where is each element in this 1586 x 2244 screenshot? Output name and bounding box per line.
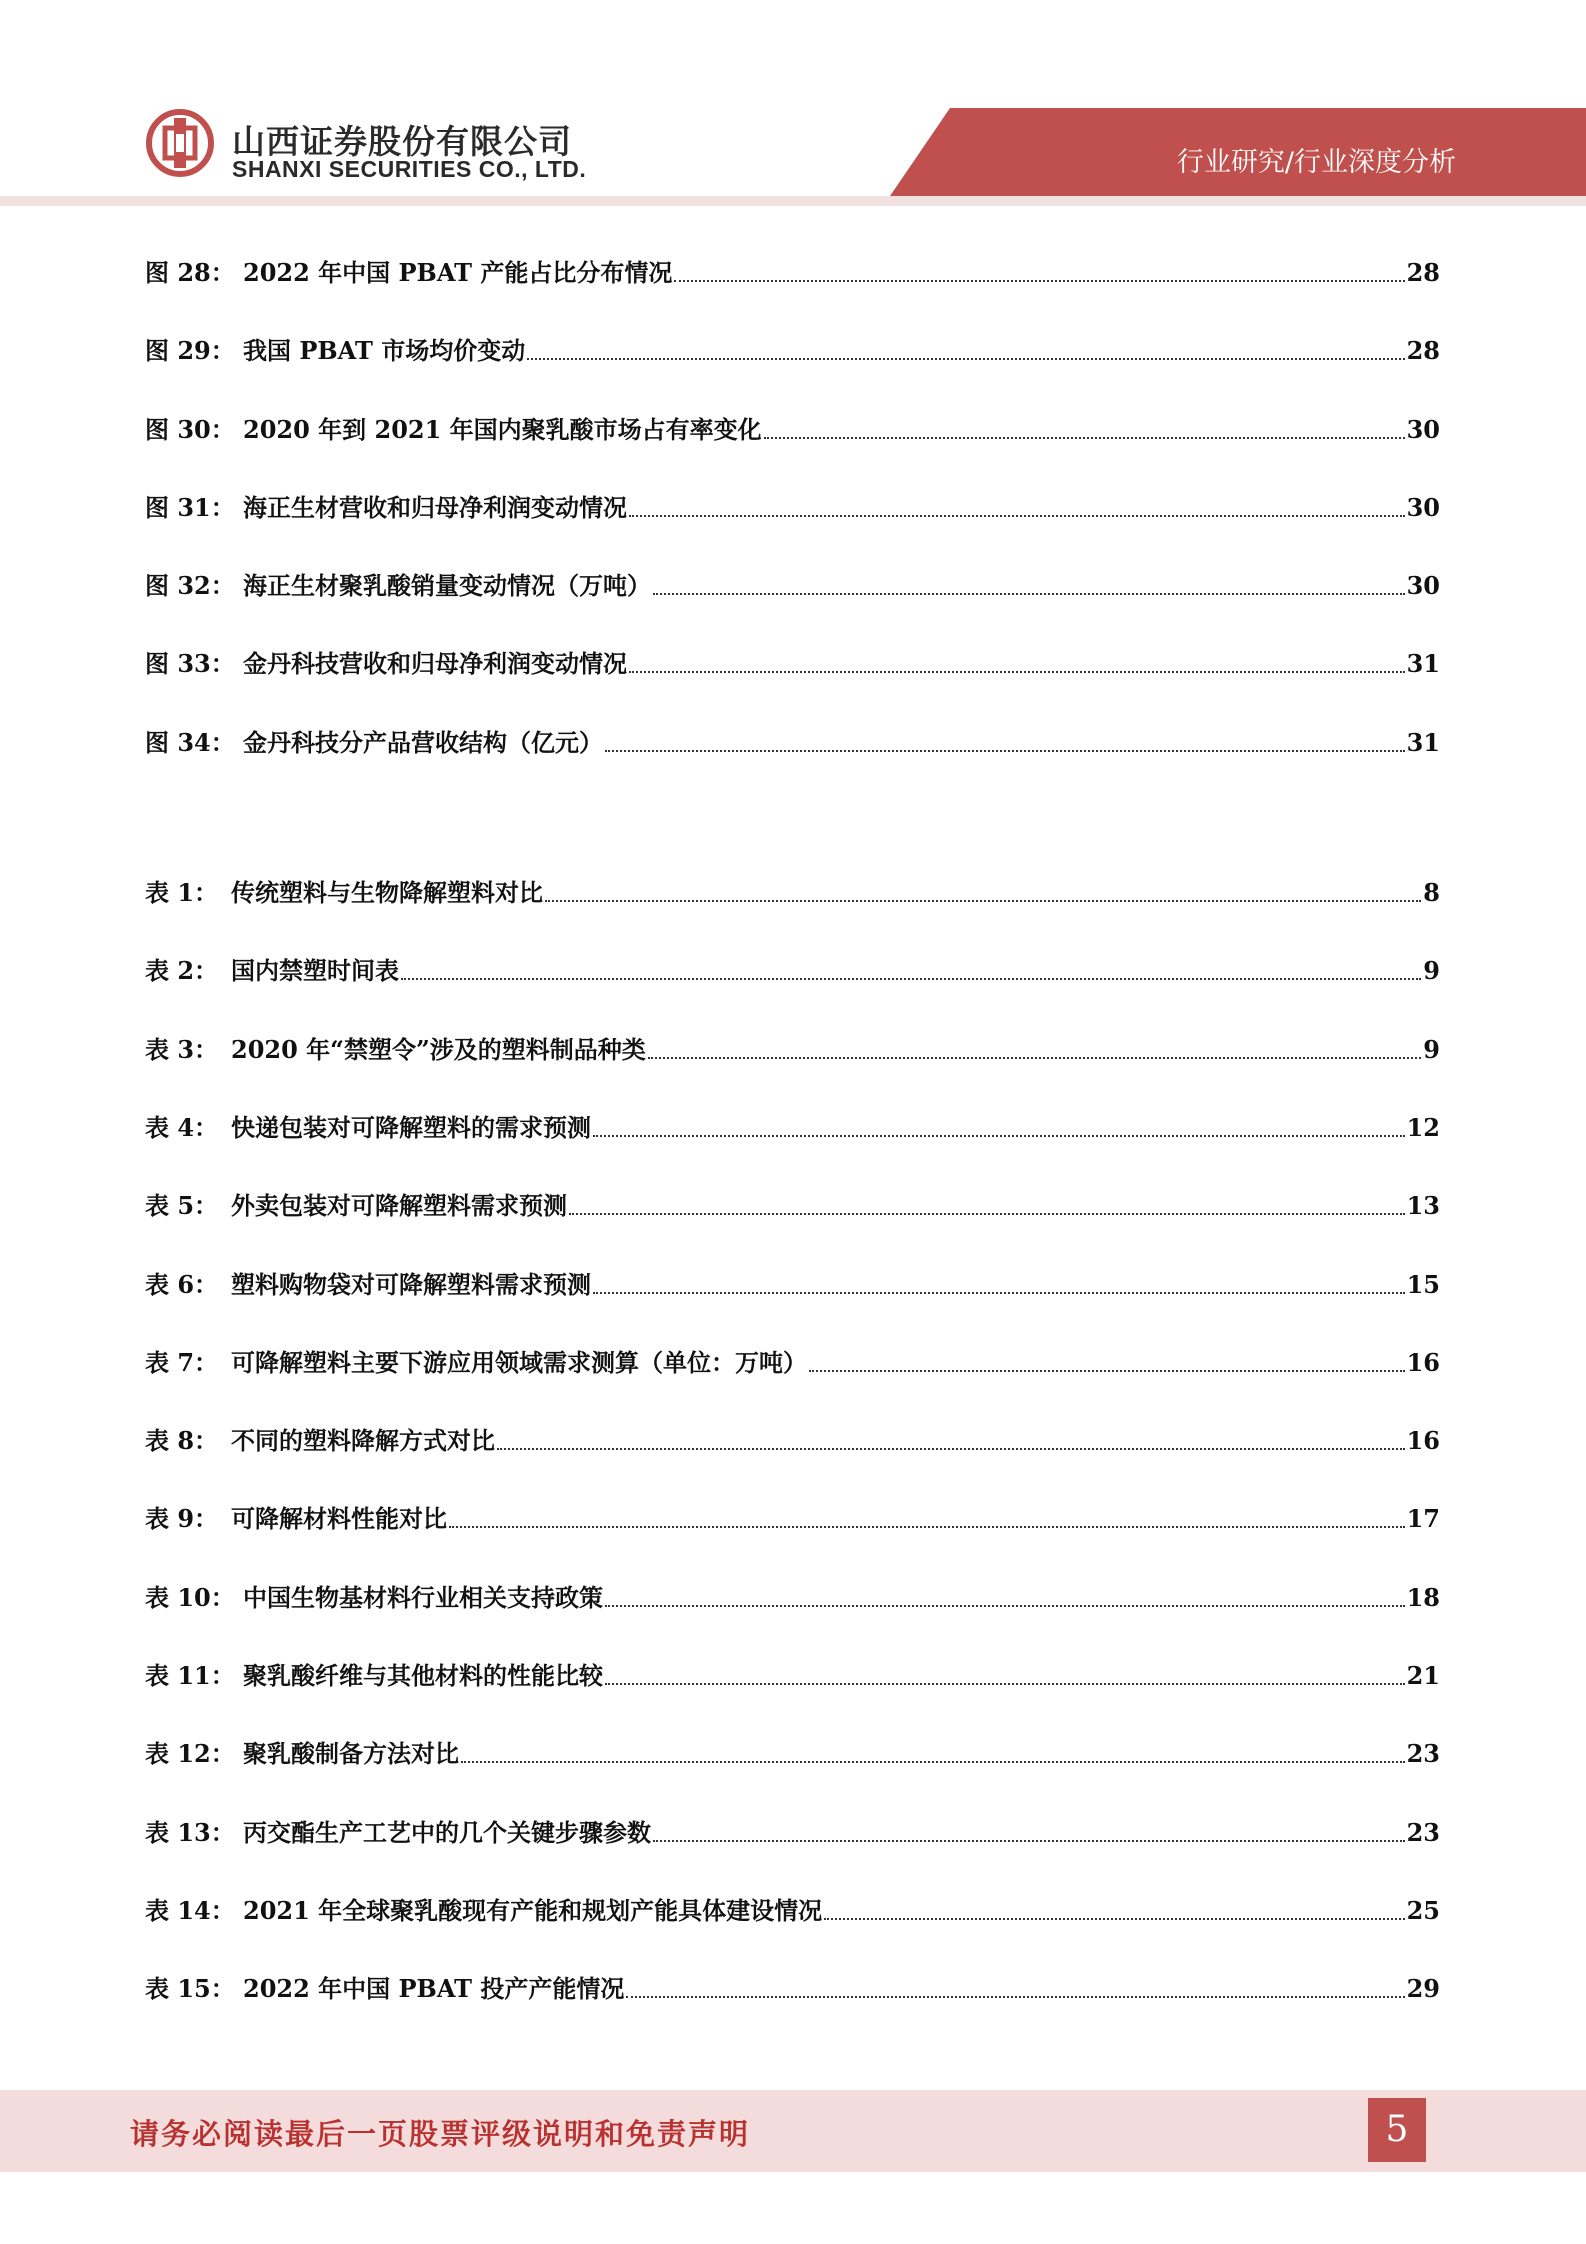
toc-entry-page: 21 xyxy=(1406,1661,1440,1691)
toc-entry-title: 不同的塑料降解方式对比 xyxy=(231,1426,495,1456)
toc-entry-table-10[interactable] xyxy=(145,1583,1440,1661)
toc-entry-table-1[interactable] xyxy=(145,878,1440,956)
toc-entry-page: 12 xyxy=(1406,1112,1440,1142)
toc-entry-figure-31[interactable] xyxy=(145,493,1440,571)
toc-dot-leader xyxy=(401,956,1421,980)
report-category: 行业研究/行业深度分析 xyxy=(1176,147,1456,178)
toc-entry-label: 表 6： xyxy=(145,1269,219,1299)
toc-entry-label: 表 12： xyxy=(145,1739,235,1769)
toc-dot-leader xyxy=(605,728,1405,752)
toc-dot-leader xyxy=(569,1191,1405,1215)
toc-entry-page: 23 xyxy=(1406,1739,1440,1769)
toc-dot-leader xyxy=(527,336,1404,360)
page-number: 5 xyxy=(1368,2098,1426,2162)
toc-entry-page: 28 xyxy=(1406,336,1440,366)
toc-dot-leader xyxy=(674,258,1404,282)
toc-entry-label: 图 33： xyxy=(145,649,235,679)
toc-entry-page: 25 xyxy=(1406,1895,1440,1925)
toc-dot-leader xyxy=(449,1504,1405,1528)
toc-dot-leader xyxy=(545,878,1421,902)
toc-entry-label: 表 13： xyxy=(145,1817,235,1847)
toc-entry-figure-29[interactable] xyxy=(145,336,1440,414)
toc-entry-title: 聚乳酸纤维与其他材料的性能比较 xyxy=(243,1661,603,1691)
toc-entry-table-15[interactable] xyxy=(145,1974,1440,2052)
header-divider xyxy=(0,196,1586,206)
company-name-en: SHANXI SECURITIES CO., LTD. xyxy=(232,156,587,182)
section-gap xyxy=(145,806,1440,878)
toc-entry-title: 2022 年中国 PBAT 投产产能情况 xyxy=(243,1974,625,2004)
toc-dot-leader xyxy=(629,493,1405,517)
toc-entry-page: 15 xyxy=(1406,1269,1440,1299)
toc-entry-label: 表 1： xyxy=(145,878,219,908)
toc-entry-title: 塑料购物袋对可降解塑料需求预测 xyxy=(231,1269,591,1299)
toc-entry-title: 丙交酯生产工艺中的几个关键步骤参数 xyxy=(243,1817,651,1847)
toc-entry-label: 表 4： xyxy=(145,1112,219,1142)
toc-entry-label: 表 8： xyxy=(145,1426,219,1456)
toc-entry-figure-32[interactable] xyxy=(145,571,1440,649)
toc-entry-label: 表 10： xyxy=(145,1582,235,1612)
toc-dot-leader xyxy=(809,1348,1405,1372)
toc-entry-table-2[interactable] xyxy=(145,956,1440,1034)
toc-entry-page: 9 xyxy=(1423,1034,1440,1064)
toc-dot-leader xyxy=(605,1583,1405,1607)
toc-dot-leader xyxy=(593,1113,1405,1137)
toc-entry-label: 表 2： xyxy=(145,956,219,986)
toc-entry-page: 28 xyxy=(1406,258,1440,287)
toc-entry-page: 9 xyxy=(1423,956,1440,986)
toc-entry-page: 23 xyxy=(1406,1817,1440,1847)
toc-entry-title: 中国生物基材料行业相关支持政策 xyxy=(243,1582,603,1612)
toc-entry-page: 16 xyxy=(1406,1347,1440,1377)
toc-dot-leader xyxy=(629,649,1405,673)
toc-dot-leader xyxy=(824,1896,1404,1920)
toc-entry-table-7[interactable] xyxy=(145,1348,1440,1426)
toc-entry-page: 17 xyxy=(1406,1504,1440,1534)
toc-entry-title: 传统塑料与生物降解塑料对比 xyxy=(231,878,543,908)
toc-dot-leader xyxy=(605,1661,1405,1685)
disclaimer-notice: 请务必阅读最后一页股票评级说明和免责声明 xyxy=(130,2117,751,2151)
toc-entry-title: 可降解塑料主要下游应用领域需求测算（单位：万吨） xyxy=(231,1347,807,1377)
toc-entry-label: 图 34： xyxy=(145,727,235,757)
toc-entry-title: 2020 年“禁塑令”涉及的塑料制品种类 xyxy=(231,1034,646,1064)
toc-entry-table-5[interactable] xyxy=(145,1191,1440,1269)
toc-entry-title: 2021 年全球聚乳酸现有产能和规划产能具体建设情况 xyxy=(243,1895,823,1925)
toc-entry-page: 29 xyxy=(1406,1974,1440,2004)
toc-entry-table-11[interactable] xyxy=(145,1661,1440,1739)
toc-entry-title: 我国 PBAT 市场均价变动 xyxy=(243,336,526,366)
toc-entry-title: 2020 年到 2021 年国内聚乳酸市场占有率变化 xyxy=(243,414,762,444)
toc-entry-title: 可降解材料性能对比 xyxy=(231,1504,447,1534)
toc-entry-label: 图 32： xyxy=(145,571,235,601)
company-logo-icon xyxy=(145,108,215,178)
toc-entry-table-8[interactable] xyxy=(145,1426,1440,1504)
toc-entry-label: 表 5： xyxy=(145,1191,219,1221)
toc-entry-page: 30 xyxy=(1406,414,1440,444)
toc-entry-label: 表 3： xyxy=(145,1034,219,1064)
toc-entry-title: 海正生材聚乳酸销量变动情况（万吨） xyxy=(243,571,651,601)
toc-entry-table-13[interactable] xyxy=(145,1818,1440,1896)
toc-entry-figure-34[interactable] xyxy=(145,728,1440,806)
toc-entry-label: 表 15： xyxy=(145,1974,235,2004)
toc-entry-label: 图 28： xyxy=(145,258,235,287)
toc-dot-leader xyxy=(653,571,1405,595)
toc-entry-title: 聚乳酸制备方法对比 xyxy=(243,1739,459,1769)
toc-entry-title: 快递包装对可降解塑料的需求预测 xyxy=(231,1112,591,1142)
toc-entry-figure-30[interactable] xyxy=(145,415,1440,493)
toc-entry-label: 图 30： xyxy=(145,414,235,444)
toc-dot-leader xyxy=(653,1818,1405,1842)
toc-entry-table-4[interactable] xyxy=(145,1113,1440,1191)
toc-entry-label: 图 31： xyxy=(145,492,235,522)
toc-entry-title: 国内禁塑时间表 xyxy=(231,956,399,986)
toc-entry-table-6[interactable] xyxy=(145,1270,1440,1348)
toc-entry-page: 30 xyxy=(1406,492,1440,522)
toc-entry-page: 13 xyxy=(1406,1191,1440,1221)
toc-dot-leader xyxy=(461,1739,1405,1763)
toc-entry-label: 图 29： xyxy=(145,336,235,366)
toc-entry-table-12[interactable] xyxy=(145,1739,1440,1817)
toc-entry-label: 表 11： xyxy=(145,1661,235,1691)
toc-list xyxy=(145,258,1440,2053)
toc-entry-title: 2022 年中国 PBAT 产能占比分布情况 xyxy=(243,258,673,287)
page-footer xyxy=(0,2090,1586,2172)
toc-entry-table-9[interactable] xyxy=(145,1504,1440,1582)
toc-entry-table-3[interactable] xyxy=(145,1035,1440,1113)
toc-entry-page: 30 xyxy=(1406,571,1440,601)
toc-dot-leader xyxy=(593,1270,1405,1294)
toc-entry-figure-33[interactable] xyxy=(145,649,1440,727)
toc-entry-label: 表 14： xyxy=(145,1895,235,1925)
toc-entry-table-14[interactable] xyxy=(145,1896,1440,1974)
toc-entry-label: 表 7： xyxy=(145,1347,219,1377)
page-header xyxy=(0,0,1586,215)
toc-entry-page: 16 xyxy=(1406,1426,1440,1456)
toc-entry-title: 海正生材营收和归母净利润变动情况 xyxy=(243,492,627,522)
toc-entry-figure-28[interactable] xyxy=(145,258,1440,336)
toc-dot-leader xyxy=(648,1035,1422,1059)
toc-entry-page: 31 xyxy=(1406,649,1440,679)
company-name-cn: 山西证券股份有限公司 xyxy=(232,122,572,161)
toc-entry-label: 表 9： xyxy=(145,1504,219,1534)
toc-dot-leader xyxy=(626,1974,1404,1998)
toc-entry-page: 8 xyxy=(1423,878,1440,908)
toc-dot-leader xyxy=(764,415,1405,439)
toc-entry-page: 31 xyxy=(1406,727,1440,757)
toc-entry-page: 18 xyxy=(1406,1582,1440,1612)
toc-dot-leader xyxy=(497,1426,1405,1450)
toc-entry-title: 金丹科技营收和归母净利润变动情况 xyxy=(243,649,627,679)
toc-entry-title: 外卖包装对可降解塑料需求预测 xyxy=(231,1191,567,1221)
toc-entry-title: 金丹科技分产品营收结构（亿元） xyxy=(243,727,603,757)
